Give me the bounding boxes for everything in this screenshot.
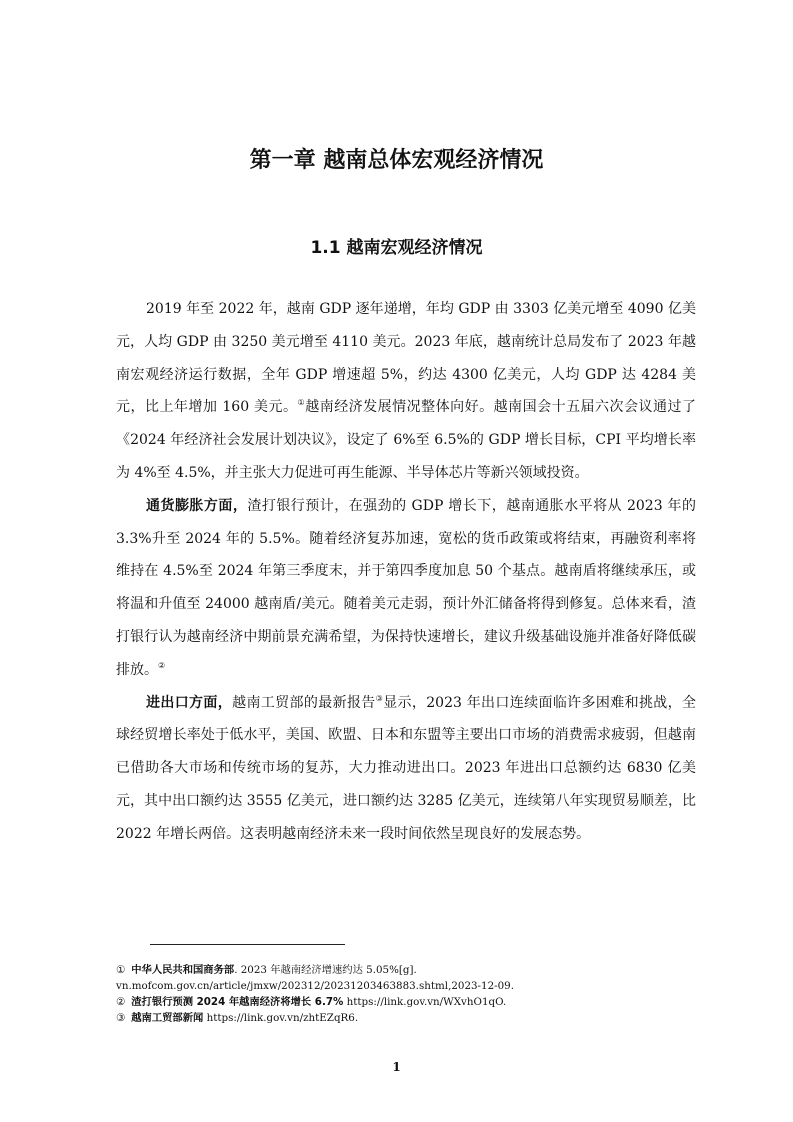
footnote-mark: ③: [116, 1012, 126, 1024]
footnote-link[interactable]: https://link.gov.vn/WXvhO1qO.: [343, 996, 507, 1008]
paragraph-text: 越南经济发展情况整体向好。越南国会十五届六次会议通过了《2024 年经济社会发展计划决议》，设定了 6%至 6.5%的 GDP 增长目标，CPI 平均增长率为 4%至 4.5%，并主张大力促进可再生能源、半导体芯片等新兴领域投资。: [116, 399, 697, 481]
section-title: 1.1 越南宏观经济情况: [310, 238, 483, 258]
footnote-source: 渣打银行预测 2024 年越南经济将增长 6.7%: [131, 996, 344, 1008]
paragraph-inflation: [116, 490, 696, 687]
footnote-item: [116, 962, 716, 978]
paragraph-lead: 进出口方面，: [146, 694, 233, 711]
footnote-item: [116, 994, 716, 1010]
footnote-text: . 2023 年越南经济增速约达 5.05%[g].: [234, 964, 417, 976]
footnote-ref-1[interactable]: ①: [297, 398, 306, 408]
paragraph-gdp: [116, 293, 696, 490]
footnote-mark: ②: [116, 996, 126, 1008]
footnote-ref-2[interactable]: ②: [158, 660, 166, 670]
paragraph-text: 2019 年至 2022 年，越南 GDP 逐年递增，年均 GDP 由 3303 亿美元增至 4090 亿美元，人均 GDP 由 3250 美元增至 4110 美元。2023 年底，越南统计总局发布了 2023 年越南宏观经济运行数据，全年 GDP 增速超 5%，约达 4300 亿美元，人均 GDP 达 4284 美元，比上年增加 160 美元。: [116, 301, 696, 416]
footnote-link[interactable]: https://link.gov.vn/zhtEZqR6.: [203, 1012, 359, 1024]
paragraph-text: 越南工贸部的最新报告: [232, 694, 376, 711]
footnote-link[interactable]: vn.mofcom.gov.cn/article/jmxw/202312/20231203463883.shtml,2023-12-09.: [116, 980, 514, 992]
footnote-ref-3[interactable]: ③: [375, 693, 384, 703]
paragraph-text: 显示，2023 年出口连续面临许多困难和挑战，全球经贸增长率处于低水平，美国、欧盟、日本和东盟等主要出口市场的消费需求疲弱，但越南已借助各大市场和传统市场的复苏，大力推动进出口。2023 年进出口总额约达 6830 亿美元，其中出口额约达 3555 亿美元，进口额约达 3285 亿美元，连续第八年实现贸易顺差，比 2022 年增长两倍。这表明越南经济未来一段时间依然呈现良好的发展态势。: [116, 694, 697, 842]
footnote-item: [116, 1010, 716, 1026]
paragraph-text: 渣打银行预计，在强劲的 GDP 增长下，越南通胀水平将从 2023 年的 3.3%升至 2024 年的 5.5%。随着经济复苏加速，宽松的货币政策或将结束，再融资利率将维持在 4.5%至 2024 年第三季度末，并于第四季度加息 50 个基点。越南盾将继续承压，或将温和升值至 24000 越南盾/美元。随着美元走弱，预计外汇储备将得到修复。总体来看，渣打银行认为越南经济中期前景充满希望，为保持快速增长，建议升级基础设施并准备好降低碳排放。: [116, 497, 697, 678]
footnotes: [116, 962, 716, 1026]
footnote-source: 中华人民共和国商务部: [131, 964, 235, 976]
chapter-title: 第一章 越南总体宏观经济情况: [249, 148, 544, 173]
footnote-item: [116, 978, 716, 994]
paragraph-trade: [116, 687, 696, 851]
footnote-divider: [150, 944, 345, 945]
footnote-source: 越南工贸部新闻: [131, 1012, 204, 1024]
page-number: 1: [392, 1060, 401, 1074]
footnote-mark: ①: [116, 964, 126, 976]
body-text: [116, 293, 696, 851]
paragraph-lead: 通货膨胀方面，: [146, 497, 248, 514]
